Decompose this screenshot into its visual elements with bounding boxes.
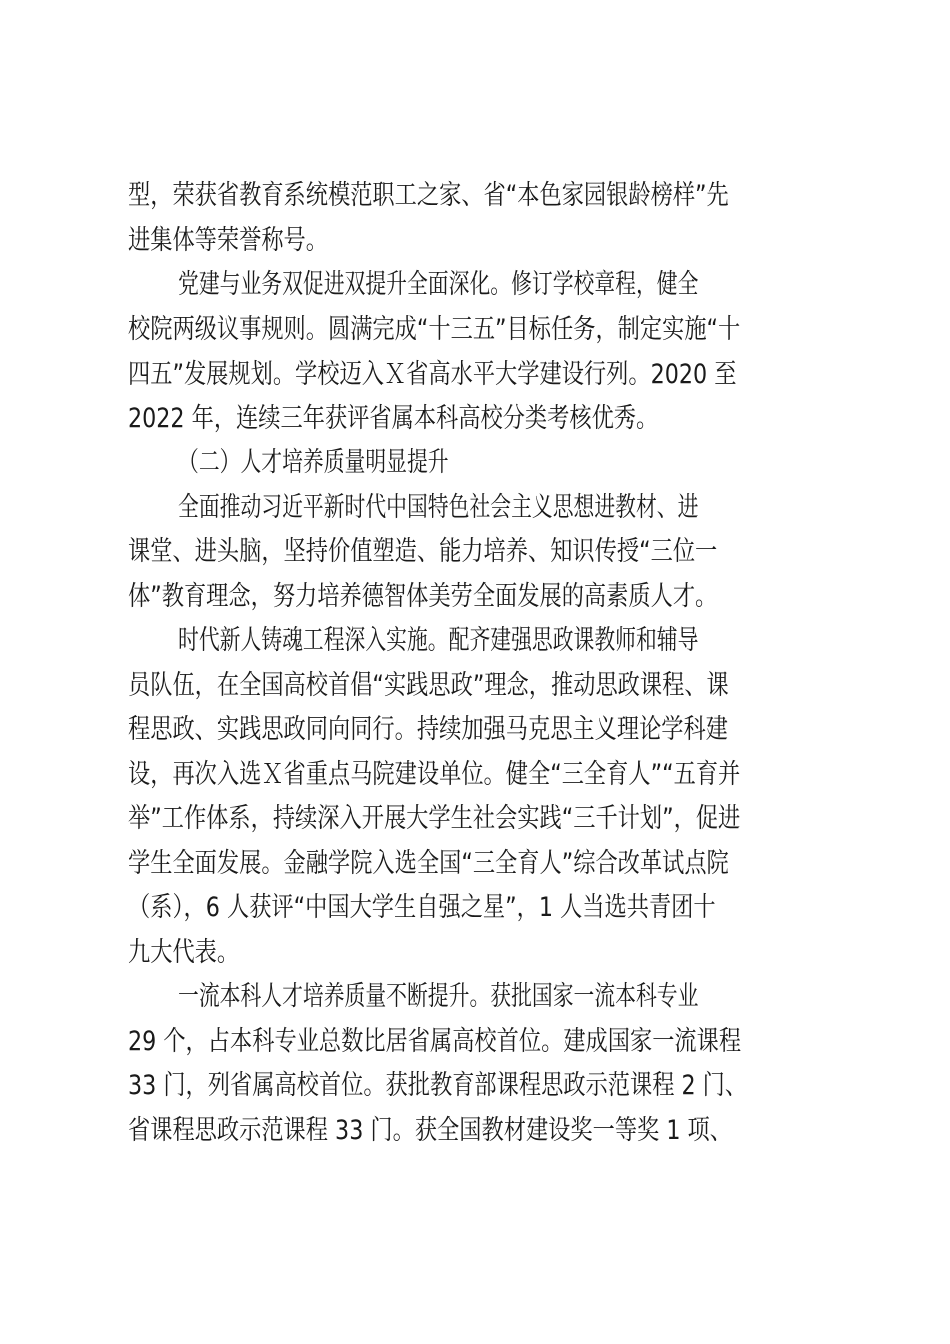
text-line-22: 省课程思政示范课程 33 门。获全国教材建设奖一等奖 1 项、 <box>128 1115 732 1146</box>
text-line-19: 一流本科人才培养质量不断提升。获批国家一流本科专业 <box>178 981 699 1012</box>
text-line-3: 党建与业务双促进双提升全面深化。修订学校章程，健全 <box>178 269 699 300</box>
text-line-17: （系），6 人获评“中国大学生自强之星”，1 人当选共青团十 <box>128 892 716 923</box>
text-line-14: 设，再次入选Ｘ省重点马院建设单位。健全“三全育人”“五育并 <box>128 759 741 790</box>
text-line-2: 进集体等荣誉称号。 <box>128 225 328 256</box>
text-line-9: 课堂、进头脑，坚持价值塑造、能力培养、知识传授“三位一 <box>128 536 718 567</box>
text-line-5: 四五”发展规划。学校迈入Ｘ省高水平大学建设行列。2020 至 <box>128 359 737 390</box>
text-line-10: 体”教育理念，努力培养德智体美劳全面发展的高素质人才。 <box>128 581 718 612</box>
text-line-18: 九大代表。 <box>128 937 240 968</box>
text-line-4: 校院两级议事规则。圆满完成“十三五”目标任务，制定实施“十 <box>128 314 741 345</box>
text-line-13: 程思政、实践思政同向同行。持续加强马克思主义理论学科建 <box>128 714 728 745</box>
section-heading: （二）人才培养质量明显提升 <box>178 447 449 478</box>
text-line-21: 33 门，列省属高校首位。获批教育部课程思政示范课程 2 门、 <box>128 1070 748 1101</box>
text-line-6: 2022 年，连续三年获评省属本科高校分类考核优秀。 <box>128 403 659 434</box>
text-line-20: 29 个，占本科专业总数比居省属高校首位。建成国家一流课程 <box>128 1026 742 1057</box>
text-line-12: 员队伍，在全国高校首倡“实践思政”理念，推动思政课程、课 <box>128 670 729 701</box>
text-line-15: 举”工作体系，持续深入开展大学生社会实践“三千计划”，促进 <box>128 803 741 834</box>
text-line-1: 型，荣获省教育系统模范职工之家、省“本色家园银龄榜样”先 <box>128 180 729 211</box>
text-line-8: 全面推动习近平新时代中国特色社会主义思想进教材、进 <box>178 492 699 523</box>
text-line-11: 时代新人铸魂工程深入实施。配齐建强思政课教师和辅导 <box>178 625 699 656</box>
text-line-16: 学生全面发展。金融学院入选全国“三全育人”综合改革试点院 <box>128 848 729 879</box>
